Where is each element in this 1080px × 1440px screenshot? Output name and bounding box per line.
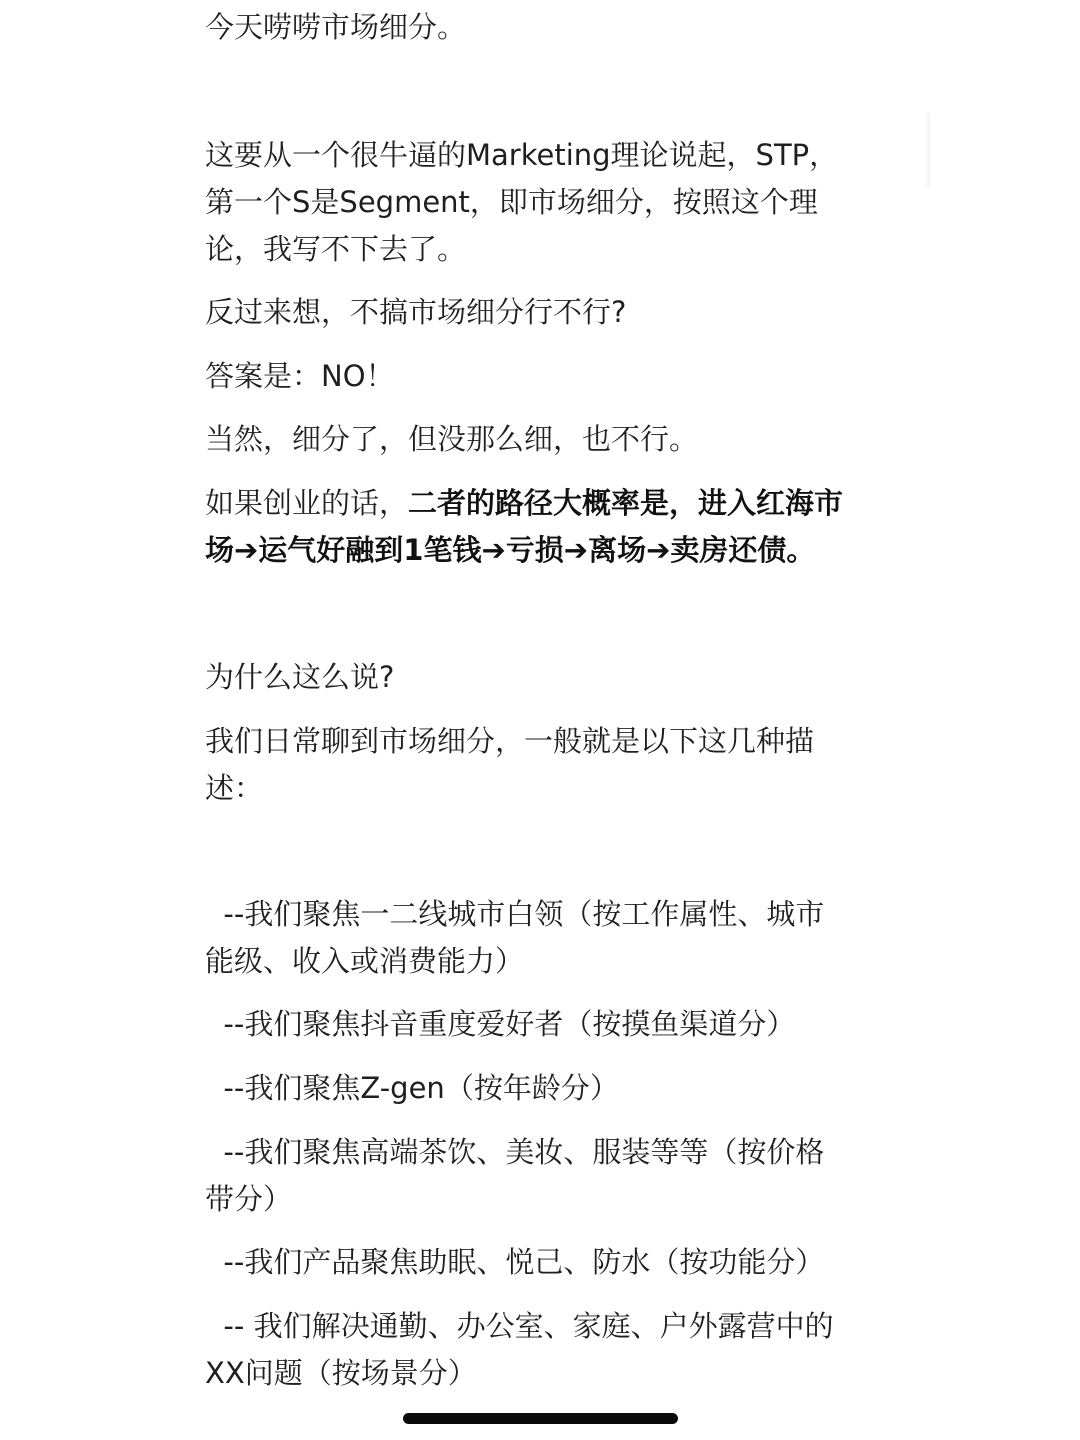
text-line: 答案是：NO！ <box>205 359 395 393</box>
paragraph-question <box>205 289 875 336</box>
text-bold: 二者的路径大概率是，进入红海市 <box>408 486 844 520</box>
text-bold-line: 场➔运气好融到1笔钱➔亏损➔离场➔卖房还债。 <box>205 533 816 567</box>
paragraph-intro <box>205 4 875 51</box>
text-line: 当然，细分了，但没那么细，也不行。 <box>205 422 699 456</box>
list-item <box>205 1129 875 1223</box>
text-line: 为什么这么说? <box>205 660 395 694</box>
list-item <box>205 891 875 985</box>
text-line: XX问题（按场景分） <box>205 1356 477 1390</box>
text-line: --我们聚焦抖音重度爱好者（按摸鱼渠道分） <box>205 1007 796 1041</box>
text-line: 反过来想，不搞市场细分行不行? <box>205 295 627 329</box>
text-line: 这要从一个很牛逼的Marketing理论说起，STP， <box>205 138 839 172</box>
text-plain: 如果创业的话， <box>205 486 409 520</box>
edge-shadow <box>924 112 930 188</box>
text-line: 论，我写不下去了。 <box>205 232 467 266</box>
text-line: --我们聚焦一二线城市白领（按工作属性、城市 <box>205 897 825 931</box>
text-line: 能级、收入或消费能力） <box>205 944 525 978</box>
text-line: 述： <box>205 771 264 805</box>
paragraph-stp <box>205 132 875 273</box>
paragraph-path <box>205 480 875 574</box>
text-line: --我们产品聚焦助眠、悦己、防水（按功能分） <box>205 1245 825 1279</box>
text-line <box>205 480 875 527</box>
list-item <box>205 1065 875 1112</box>
text-line: --我们聚焦Z-gen（按年龄分） <box>205 1071 619 1105</box>
list-item <box>205 1239 875 1286</box>
text-line: --我们聚焦高端茶饮、美妆、服装等等（按价格 <box>205 1135 825 1169</box>
home-indicator[interactable] <box>403 1413 678 1424</box>
text-line: 我们日常聊到市场细分，一般就是以下这几种描 <box>205 724 815 758</box>
list-item <box>205 1001 875 1048</box>
text-line: 第一个S是Segment，即市场细分，按照这个理 <box>205 185 818 219</box>
paragraph-answer <box>205 353 875 400</box>
paragraph-why <box>205 654 875 701</box>
text-line: 带分） <box>205 1182 293 1216</box>
paragraph-description <box>205 718 875 812</box>
list-item <box>205 1303 875 1397</box>
paragraph-note <box>205 416 875 463</box>
text-line: 今天唠唠市场细分。 <box>205 10 467 44</box>
text-line: -- 我们解决通勤、办公室、家庭、户外露营中的 <box>205 1309 834 1343</box>
